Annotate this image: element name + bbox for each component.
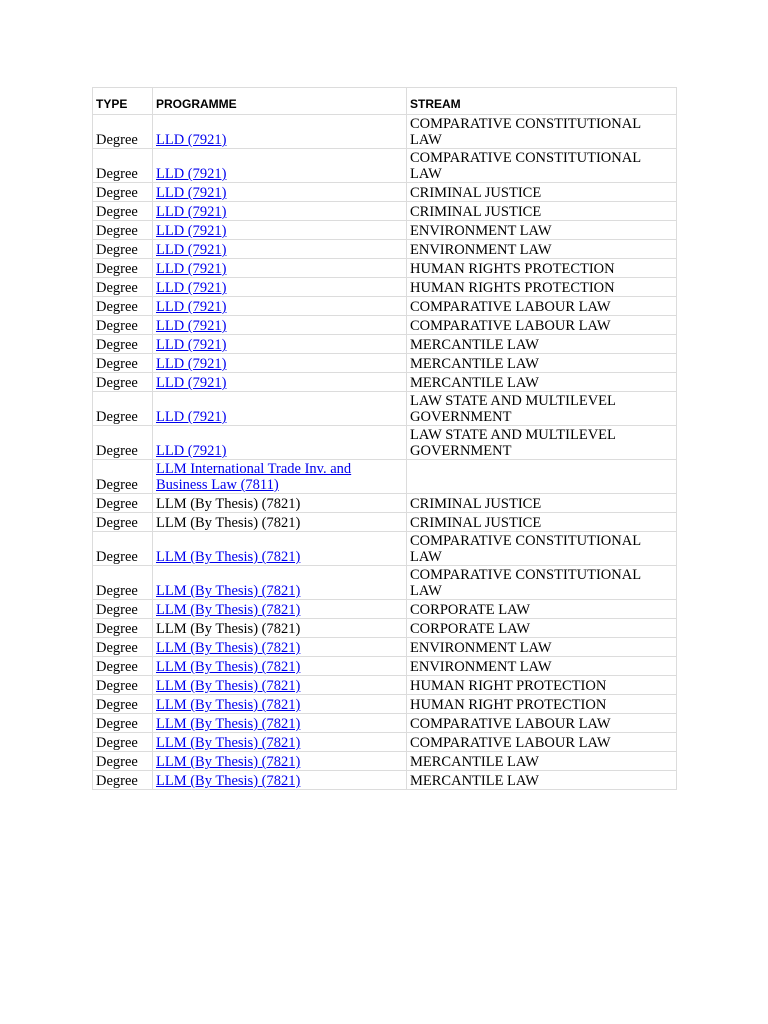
cell-type: Degree: [93, 771, 153, 790]
cell-stream: MERCANTILE LAW: [407, 354, 677, 373]
cell-stream: HUMAN RIGHT PROTECTION: [407, 695, 677, 714]
table-row: [93, 566, 677, 600]
programme-link[interactable]: LLD (7921): [156, 409, 227, 425]
programme-text: LLM (By Thesis) (7821): [156, 621, 301, 637]
cell-stream: COMPARATIVE CONSTITUTIONAL LAW: [407, 149, 677, 183]
cell-programme: [153, 676, 407, 695]
programme-link[interactable]: LLM (By Thesis) (7821): [156, 716, 301, 732]
cell-programme: [153, 695, 407, 714]
table-row: [93, 240, 677, 259]
cell-type: Degree: [93, 494, 153, 513]
programme-link[interactable]: LLM (By Thesis) (7821): [156, 549, 301, 565]
programme-link[interactable]: LLD (7921): [156, 443, 227, 459]
cell-programme: [153, 335, 407, 354]
programme-link[interactable]: LLD (7921): [156, 337, 227, 353]
table-row: [93, 426, 677, 460]
cell-stream: MERCANTILE LAW: [407, 373, 677, 392]
programme-link[interactable]: LLD (7921): [156, 166, 227, 182]
programme-link[interactable]: LLD (7921): [156, 242, 227, 258]
cell-type: Degree: [93, 657, 153, 676]
cell-stream: LAW STATE AND MULTILEVEL GOVERNMENT: [407, 426, 677, 460]
cell-programme: [153, 771, 407, 790]
programme-text: LLM (By Thesis) (7821): [156, 515, 301, 531]
cell-stream: HUMAN RIGHT PROTECTION: [407, 676, 677, 695]
programme-link[interactable]: LLD (7921): [156, 204, 227, 220]
cell-type: Degree: [93, 619, 153, 638]
cell-type: Degree: [93, 115, 153, 149]
cell-programme: [153, 752, 407, 771]
table-row: [93, 354, 677, 373]
cell-stream: COMPARATIVE LABOUR LAW: [407, 714, 677, 733]
cell-programme: [153, 714, 407, 733]
table-row: [93, 392, 677, 426]
cell-stream: COMPARATIVE LABOUR LAW: [407, 316, 677, 335]
table-row: [93, 316, 677, 335]
cell-programme: [153, 149, 407, 183]
cell-type: Degree: [93, 202, 153, 221]
table-row: [93, 752, 677, 771]
table-row: [93, 460, 677, 494]
table-row: [93, 335, 677, 354]
programme-link[interactable]: LLD (7921): [156, 318, 227, 334]
cell-programme: [153, 532, 407, 566]
table-row: [93, 733, 677, 752]
cell-type: Degree: [93, 149, 153, 183]
table-body: [93, 115, 677, 790]
cell-programme: [153, 460, 407, 494]
programmes-table: [92, 87, 677, 790]
cell-stream: CRIMINAL JUSTICE: [407, 513, 677, 532]
table-row: [93, 297, 677, 316]
programme-link[interactable]: LLD (7921): [156, 132, 227, 148]
cell-stream: ENVIRONMENT LAW: [407, 240, 677, 259]
programme-link[interactable]: LLD (7921): [156, 261, 227, 277]
cell-stream: HUMAN RIGHTS PROTECTION: [407, 259, 677, 278]
cell-type: Degree: [93, 695, 153, 714]
cell-programme: [153, 354, 407, 373]
programme-link[interactable]: LLM (By Thesis) (7821): [156, 773, 301, 789]
cell-type: Degree: [93, 240, 153, 259]
cell-programme: [153, 373, 407, 392]
cell-stream: CRIMINAL JUSTICE: [407, 202, 677, 221]
cell-type: Degree: [93, 392, 153, 426]
cell-type: Degree: [93, 373, 153, 392]
cell-type: Degree: [93, 600, 153, 619]
header-stream: STREAM: [407, 88, 677, 115]
programme-link[interactable]: LLD (7921): [156, 375, 227, 391]
table-row: [93, 259, 677, 278]
cell-stream: [407, 460, 677, 494]
cell-type: Degree: [93, 335, 153, 354]
cell-type: Degree: [93, 532, 153, 566]
cell-stream: ENVIRONMENT LAW: [407, 221, 677, 240]
programme-link[interactable]: LLM (By Thesis) (7821): [156, 659, 301, 675]
programme-link[interactable]: LLM (By Thesis) (7821): [156, 678, 301, 694]
table-row: [93, 638, 677, 657]
cell-stream: CORPORATE LAW: [407, 600, 677, 619]
cell-programme: [153, 392, 407, 426]
cell-stream: CRIMINAL JUSTICE: [407, 494, 677, 513]
programme-link[interactable]: LLD (7921): [156, 299, 227, 315]
cell-stream: HUMAN RIGHTS PROTECTION: [407, 278, 677, 297]
cell-programme: [153, 494, 407, 513]
programme-link[interactable]: LLD (7921): [156, 356, 227, 372]
programme-link[interactable]: LLM (By Thesis) (7821): [156, 583, 301, 599]
table-row: [93, 600, 677, 619]
cell-programme: [153, 240, 407, 259]
cell-stream: CORPORATE LAW: [407, 619, 677, 638]
cell-programme: [153, 733, 407, 752]
cell-programme: [153, 657, 407, 676]
header-type: TYPE: [93, 88, 153, 115]
cell-type: Degree: [93, 426, 153, 460]
cell-type: Degree: [93, 752, 153, 771]
programme-link[interactable]: LLM (By Thesis) (7821): [156, 735, 301, 751]
table-row: [93, 115, 677, 149]
programme-link[interactable]: LLM International Trade Inv. and Business Law (7811): [156, 461, 352, 493]
cell-stream: ENVIRONMENT LAW: [407, 657, 677, 676]
cell-programme: [153, 566, 407, 600]
cell-stream: ENVIRONMENT LAW: [407, 638, 677, 657]
table-row: [93, 202, 677, 221]
table-row: [93, 619, 677, 638]
table-row: [93, 657, 677, 676]
cell-type: Degree: [93, 566, 153, 600]
cell-programme: [153, 619, 407, 638]
table-row: [93, 373, 677, 392]
table-row: [93, 771, 677, 790]
cell-programme: [153, 600, 407, 619]
cell-stream: COMPARATIVE CONSTITUTIONAL LAW: [407, 115, 677, 149]
cell-stream: COMPARATIVE CONSTITUTIONAL LAW: [407, 566, 677, 600]
cell-stream: COMPARATIVE CONSTITUTIONAL LAW: [407, 532, 677, 566]
cell-programme: [153, 115, 407, 149]
programme-link[interactable]: LLM (By Thesis) (7821): [156, 754, 301, 770]
cell-type: Degree: [93, 183, 153, 202]
programme-link[interactable]: LLM (By Thesis) (7821): [156, 697, 301, 713]
cell-stream: MERCANTILE LAW: [407, 335, 677, 354]
cell-stream: COMPARATIVE LABOUR LAW: [407, 297, 677, 316]
cell-type: Degree: [93, 638, 153, 657]
cell-stream: CRIMINAL JUSTICE: [407, 183, 677, 202]
table-row: [93, 513, 677, 532]
programme-link[interactable]: LLM (By Thesis) (7821): [156, 640, 301, 656]
programme-link[interactable]: LLD (7921): [156, 280, 227, 296]
table-row: [93, 183, 677, 202]
table-row: [93, 714, 677, 733]
cell-programme: [153, 638, 407, 657]
programme-link[interactable]: LLM (By Thesis) (7821): [156, 602, 301, 618]
table-row: [93, 494, 677, 513]
header-programme: PROGRAMME: [153, 88, 407, 115]
cell-stream: MERCANTILE LAW: [407, 752, 677, 771]
cell-type: Degree: [93, 354, 153, 373]
cell-programme: [153, 278, 407, 297]
table-row: [93, 221, 677, 240]
table-row: [93, 676, 677, 695]
cell-type: Degree: [93, 733, 153, 752]
cell-programme: [153, 316, 407, 335]
table-row: [93, 532, 677, 566]
cell-programme: [153, 259, 407, 278]
cell-stream: LAW STATE AND MULTILEVEL GOVERNMENT: [407, 392, 677, 426]
cell-programme: [153, 426, 407, 460]
cell-type: Degree: [93, 297, 153, 316]
cell-type: Degree: [93, 316, 153, 335]
cell-programme: [153, 221, 407, 240]
programme-link[interactable]: LLD (7921): [156, 185, 227, 201]
cell-type: Degree: [93, 259, 153, 278]
cell-programme: [153, 513, 407, 532]
cell-type: Degree: [93, 714, 153, 733]
programme-text: LLM (By Thesis) (7821): [156, 496, 301, 512]
cell-type: Degree: [93, 513, 153, 532]
table-row: [93, 278, 677, 297]
cell-stream: MERCANTILE LAW: [407, 771, 677, 790]
cell-type: Degree: [93, 676, 153, 695]
programme-link[interactable]: LLD (7921): [156, 223, 227, 239]
cell-type: Degree: [93, 460, 153, 494]
cell-type: Degree: [93, 278, 153, 297]
table-row: [93, 149, 677, 183]
cell-type: Degree: [93, 221, 153, 240]
table-header-row: [93, 88, 677, 115]
cell-programme: [153, 297, 407, 316]
cell-stream: COMPARATIVE LABOUR LAW: [407, 733, 677, 752]
table-row: [93, 695, 677, 714]
cell-programme: [153, 183, 407, 202]
cell-programme: [153, 202, 407, 221]
